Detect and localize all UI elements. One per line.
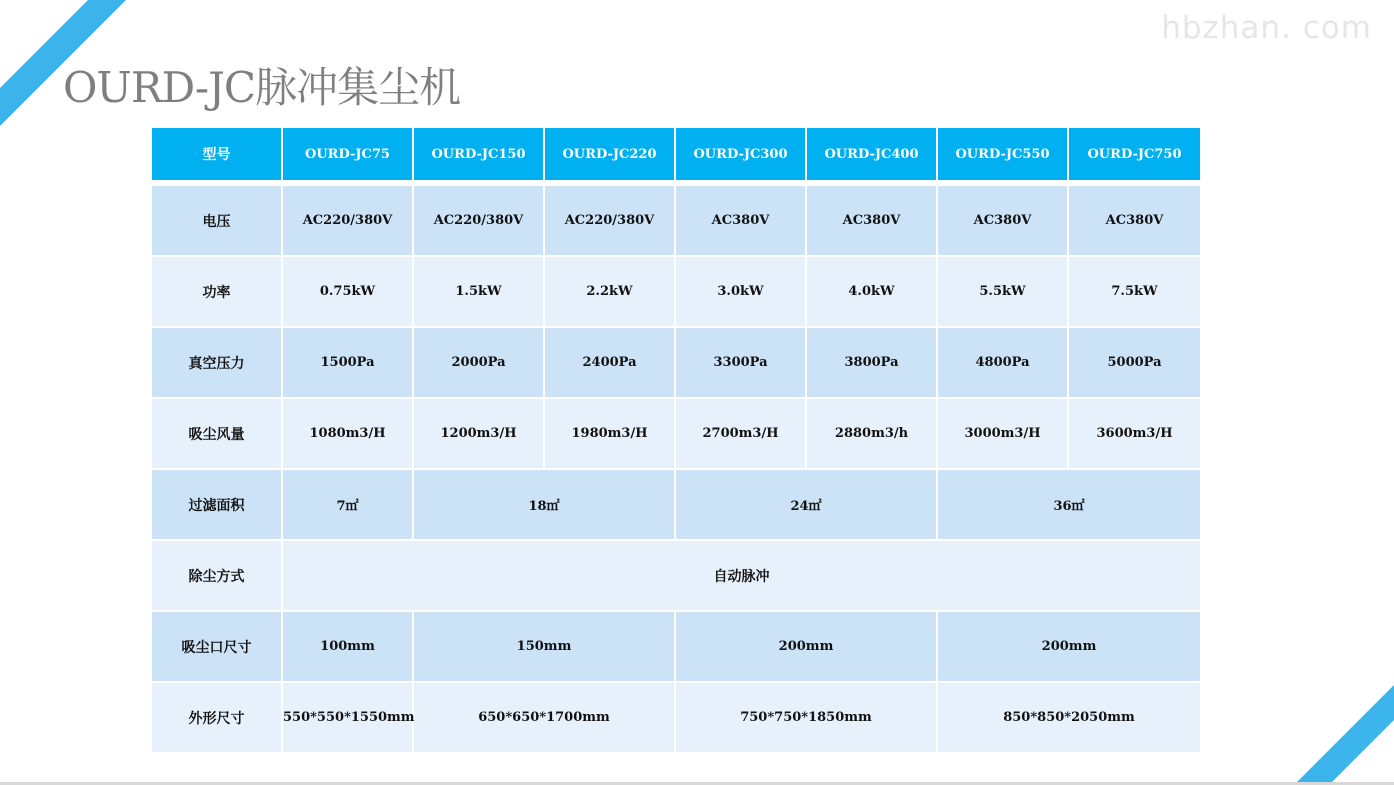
table-cell: 18㎡ <box>413 469 675 540</box>
header-row <box>151 127 1201 181</box>
table-row-power <box>151 256 1201 327</box>
row-label: 过滤面积 <box>151 469 282 540</box>
table-cell: 550*550*1550mm <box>282 682 413 753</box>
table-cell: 850*850*2050mm <box>937 682 1201 753</box>
header-cell: OURD-JC150 <box>413 127 544 181</box>
table-cell: 3000m3/H <box>937 398 1068 469</box>
header-cell: OURD-JC400 <box>806 127 937 181</box>
table-cell: 5000Pa <box>1068 327 1201 398</box>
header-cell: OURD-JC300 <box>675 127 806 181</box>
table-row-vacuum <box>151 327 1201 398</box>
table-row-inlet-size <box>151 611 1201 682</box>
table-cell: 2700m3/H <box>675 398 806 469</box>
table-cell: 100mm <box>282 611 413 682</box>
row-label: 除尘方式 <box>151 540 282 611</box>
table-row-airflow <box>151 398 1201 469</box>
table-cell: 1980m3/H <box>544 398 675 469</box>
table-cell: 2880m3/h <box>806 398 937 469</box>
header-cell: OURD-JC75 <box>282 127 413 181</box>
bottom-right-stripe <box>1294 685 1394 785</box>
table-cell: 1.5kW <box>413 256 544 327</box>
table-cell: 36㎡ <box>937 469 1201 540</box>
table-cell: 24㎡ <box>675 469 937 540</box>
table-cell: AC220/380V <box>413 185 544 256</box>
table-cell: 5.5kW <box>937 256 1068 327</box>
table-cell: AC380V <box>1068 185 1201 256</box>
table-row-cleaning-method <box>151 540 1201 611</box>
table-row-dimensions <box>151 682 1201 753</box>
table-cell: 3800Pa <box>806 327 937 398</box>
table-cell: 2.2kW <box>544 256 675 327</box>
row-label: 吸尘口尺寸 <box>151 611 282 682</box>
row-label: 功率 <box>151 256 282 327</box>
table-cell: AC380V <box>675 185 806 256</box>
table-cell: 0.75kW <box>282 256 413 327</box>
header-cell: OURD-JC550 <box>937 127 1068 181</box>
header-cell: 型号 <box>151 127 282 181</box>
table-cell: 750*750*1850mm <box>675 682 937 753</box>
row-label: 吸尘风量 <box>151 398 282 469</box>
table-row-voltage <box>151 185 1201 256</box>
table-cell: 2000Pa <box>413 327 544 398</box>
page-title: OURD-JC脉冲集尘机 <box>63 63 461 112</box>
table-cell: 自动脉冲 <box>282 540 1201 611</box>
table-row-filter-area <box>151 469 1201 540</box>
table-cell: 200mm <box>675 611 937 682</box>
table-cell: 2400Pa <box>544 327 675 398</box>
table-cell: 7㎡ <box>282 469 413 540</box>
table-cell: 3600m3/H <box>1068 398 1201 469</box>
table-cell: 3300Pa <box>675 327 806 398</box>
table-cell: 7.5kW <box>1068 256 1201 327</box>
table-cell: 4800Pa <box>937 327 1068 398</box>
row-label: 真空压力 <box>151 327 282 398</box>
header-cell: OURD-JC220 <box>544 127 675 181</box>
row-label: 外形尺寸 <box>151 682 282 753</box>
table-cell: 1080m3/H <box>282 398 413 469</box>
table-cell: 4.0kW <box>806 256 937 327</box>
row-label: 电压 <box>151 185 282 256</box>
table-cell: AC220/380V <box>544 185 675 256</box>
table-cell: AC380V <box>937 185 1068 256</box>
table-cell: AC220/380V <box>282 185 413 256</box>
table-cell: 650*650*1700mm <box>413 682 675 753</box>
table-cell: 200mm <box>937 611 1201 682</box>
table-cell: 1500Pa <box>282 327 413 398</box>
table-cell: 1200m3/H <box>413 398 544 469</box>
header-cell: OURD-JC750 <box>1068 127 1201 181</box>
spec-table <box>150 126 1202 754</box>
table-cell: 3.0kW <box>675 256 806 327</box>
table-cell: AC380V <box>806 185 937 256</box>
watermark: hbzhan. com <box>1161 10 1372 46</box>
table-cell: 150mm <box>413 611 675 682</box>
